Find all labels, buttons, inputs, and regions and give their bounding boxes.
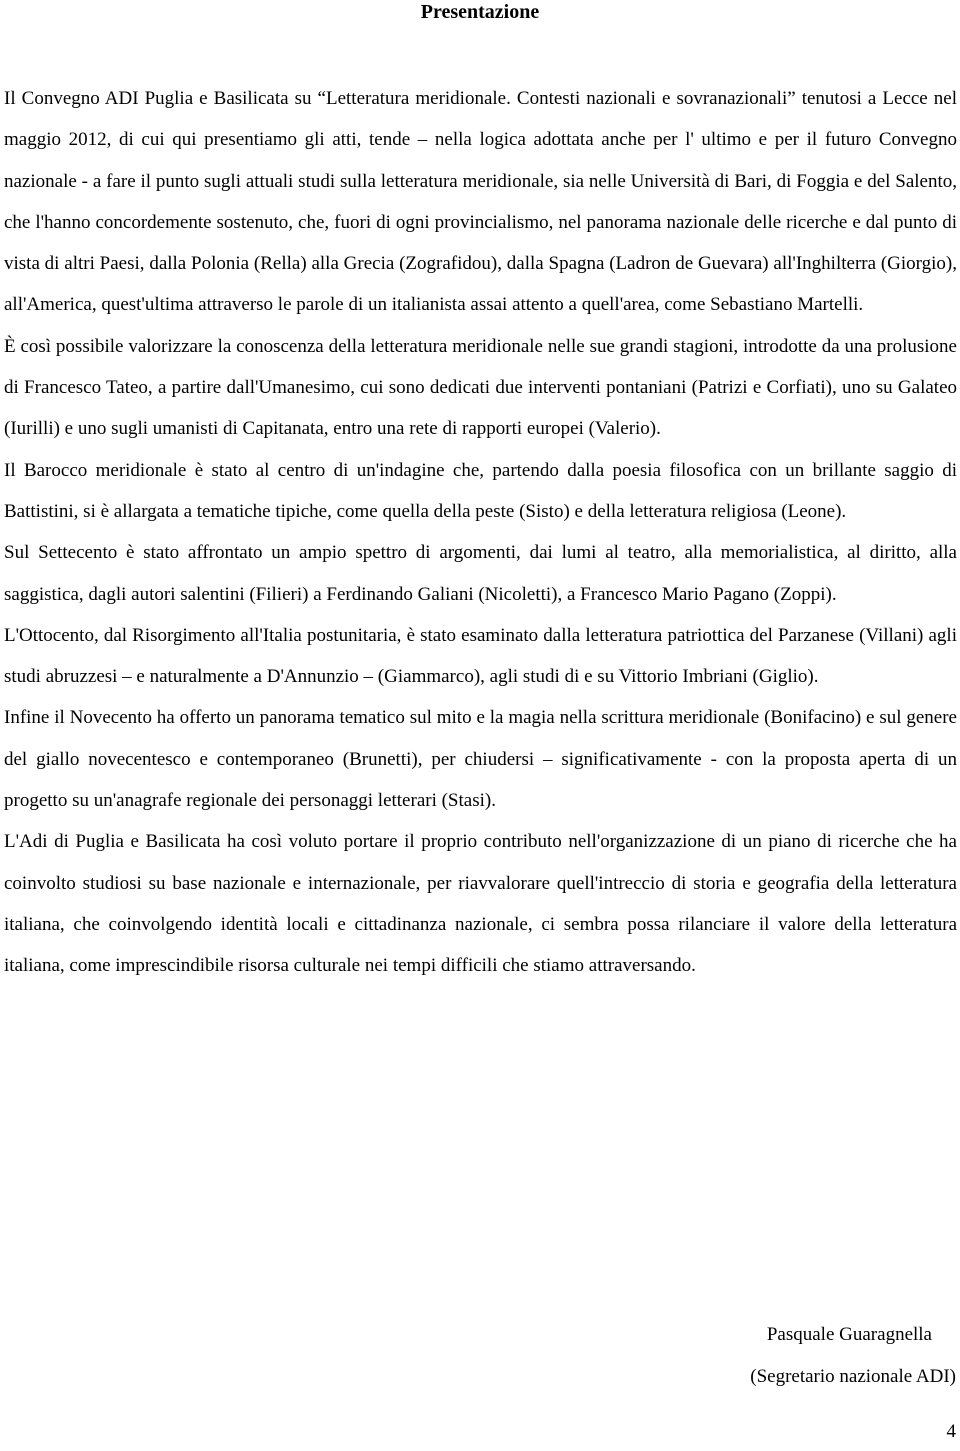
paragraph-novecento: Infine il Novecento ha offerto un panorama tematico sul mito e la magia nella scrittura meridionale (Bonifacino) e sul genere del giallo novecentesco e contemporaneo (Brunetti), per chiudersi – significativamente - con la proposta aperta di un progetto su un'anagrafe regionale dei personaggi letterari (Stasi). xyxy=(4,707,957,812)
page-number: 4 xyxy=(946,1421,956,1442)
paragraph-intro: Il Convegno ADI Puglia e Basilicata su “Letteratura meridionale. Contesti nazionali e sovranazionali” tenutosi a Lecce nel maggio 2012, di cui qui presentiamo gli atti, tende – nella logica adottata anche per l' ultimo e per il futuro Convegno nazionale - a fare il punto sugli attuali studi sulla letteratura meridionale, sia nelle Università di Bari, di Foggia e del Salento, che l'hanno concordemente sostenuto, che, fuori di ogni provincialismo, nel panorama nazionale delle ricerche e dal punto di vista di altri Paesi, dalla Polonia (Rella) alla Grecia (Zografidou), dalla Spagna (Ladron de Guevara) all'Inghilterra (Giorgio), all'America, quest'ultima attraverso le parole di un italianista assai attento a quell'area, come Sebastiano Martelli. xyxy=(4,88,957,316)
signature-role: (Segretario nazionale ADI) xyxy=(750,1366,956,1387)
page-title: Presentazione xyxy=(420,1,540,23)
paragraph-barocco: Il Barocco meridionale è stato al centro di un'indagine che, partendo dalla poesia filosofica con un brillante saggio di Battistini, si è allargata a tematiche tipiche, come quella della peste (Sisto) e della letteratura religiosa (Leone). xyxy=(4,459,957,522)
document-body xyxy=(4,78,957,987)
paragraph-umanesimo: È così possibile valorizzare la conoscenza della letteratura meridionale nelle sue grandi stagioni, introdotte da una prolusione di Francesco Tateo, a partire dall'Umanesimo, cui sono dedicati due interventi pontaniani (Patrizi e Corfiati), uno su Galateo (Iurilli) e uno sugli umanisti di Capitanata, entro una rete di rapporti europei (Valerio). xyxy=(4,335,957,440)
signature-name: Pasquale Guaragnella xyxy=(766,1324,932,1345)
paragraph-settecento: Sul Settecento è stato affrontato un ampio spettro di argomenti, dai lumi al teatro, alla memorialistica, al diritto, alla saggistica, dagli autori salentini (Filieri) a Ferdinando Galiani (Nicoletti), a Francesco Mario Pagano (Zoppi). xyxy=(4,542,957,605)
paragraph-ottocento: L'Ottocento, dal Risorgimento all'Italia postunitaria, è stato esaminato dalla letteratura patriottica del Parzanese (Villani) agli studi abruzzesi – e naturalmente a D'Annunzio – (Giammarco), agli studi di e su Vittorio Imbriani (Giglio). xyxy=(4,624,957,688)
signature-block xyxy=(750,1314,956,1398)
paragraph-conclusion: L'Adi di Puglia e Basilicata ha così voluto portare il proprio contributo nell'organizzazione di un piano di ricerche che ha coinvolto studiosi su base nazionale e internazionale, per riavvalorare quell'intreccio di storia e geografia della letteratura italiana, che coinvolgendo identità locali e cittadinanza nazionale, ci sembra possa rilanciare il valore della letteratura italiana, come imprescindibile risorsa culturale nei tempi difficili che stiamo attraversando. xyxy=(4,831,957,977)
